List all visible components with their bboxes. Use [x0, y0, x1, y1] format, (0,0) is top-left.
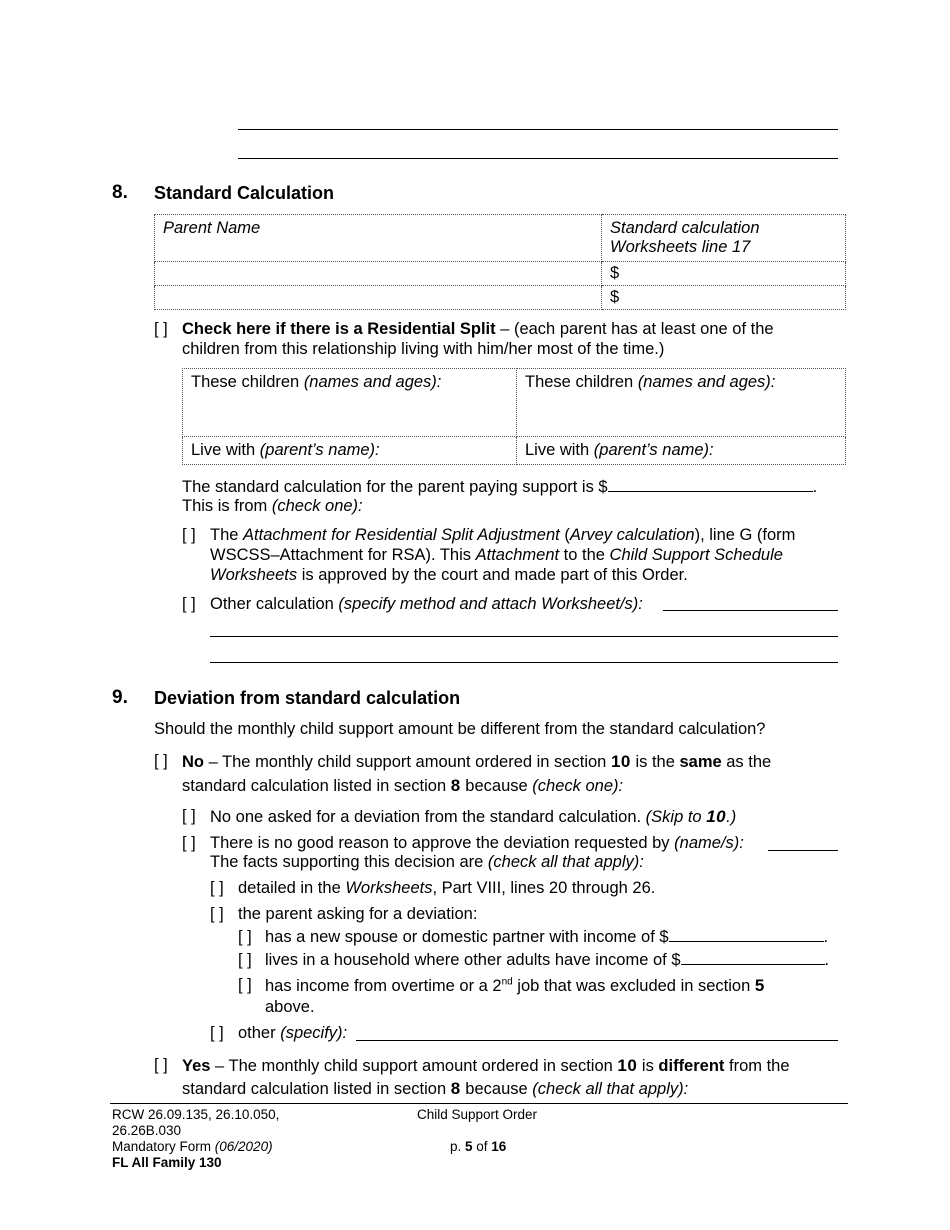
- other-specify-field[interactable]: [356, 1040, 838, 1041]
- deviation-question: Should the monthly child support amount be different from the standard calculation?: [154, 720, 766, 738]
- section-ref: 10: [617, 1056, 638, 1075]
- section-ref: 5: [754, 976, 765, 995]
- household-checkbox[interactable]: [ ]: [238, 951, 252, 969]
- check-one-hint: (check one):: [271, 497, 363, 515]
- new-spouse-checkbox[interactable]: [ ]: [238, 928, 252, 946]
- residential-split-checkbox[interactable]: [ ]: [154, 320, 168, 338]
- other-calculation-label: Other calculation: [210, 595, 339, 613]
- names-hint: (name/s):: [674, 834, 744, 852]
- parent-asking-checkbox[interactable]: [ ]: [210, 905, 224, 923]
- overtime-text-2: above.: [265, 998, 315, 1016]
- parent-name-cell-1[interactable]: [155, 262, 602, 286]
- no-one-asked-checkbox[interactable]: [ ]: [182, 807, 196, 825]
- other-label: other: [238, 1024, 281, 1042]
- no-good-reason-text: There is no good reason to approve the deviation requested by: [210, 834, 675, 852]
- no-good-reason-checkbox[interactable]: [ ]: [182, 834, 196, 852]
- yes-text: standard calculation listed in section: [182, 1080, 451, 1098]
- other-calculation-checkbox[interactable]: [ ]: [182, 595, 196, 613]
- footer-page-total: 16: [491, 1139, 507, 1154]
- no-deviation-checkbox[interactable]: [ ]: [154, 752, 168, 770]
- children-hint: (names and ages):: [303, 373, 442, 391]
- residential-split-desc-1: – (each parent has at least one of the: [495, 320, 774, 338]
- other-calculation-field[interactable]: [663, 610, 838, 611]
- household-text: lives in a household where other adults have income of $: [265, 951, 681, 969]
- livewith-label: Live with: [525, 441, 594, 459]
- std-calc-cell-2[interactable]: [602, 286, 846, 310]
- rsa-arvey: Arvey calculation: [569, 526, 695, 544]
- section-ref: 10: [610, 752, 631, 771]
- yes-text: from the: [724, 1057, 790, 1075]
- footer-page-num: 5: [465, 1139, 473, 1154]
- std-calc-cell-1[interactable]: [602, 262, 846, 286]
- no-text: as the: [721, 753, 772, 771]
- std-calc-header-2: Worksheets line 17: [610, 238, 751, 256]
- no-hint: (check one):: [532, 777, 624, 795]
- yes-hint: (check all that apply):: [532, 1080, 689, 1098]
- footer-page: p.: [450, 1139, 466, 1154]
- parent-name-cell-2[interactable]: [155, 286, 602, 310]
- children-label: These children: [191, 373, 304, 391]
- children-cell-1[interactable]: [183, 369, 517, 437]
- livewith-label: Live with: [191, 441, 260, 459]
- parent-name-header: Parent Name: [163, 219, 261, 237]
- section-8-title: Standard Calculation: [154, 183, 335, 203]
- other-calculation-line-2[interactable]: [210, 636, 838, 637]
- footer-date: (06/2020): [214, 1139, 273, 1154]
- new-spouse-text: has a new spouse or domestic partner with income of $: [265, 928, 669, 946]
- top-blank-line-1[interactable]: [238, 129, 838, 130]
- no-label: No: [182, 753, 204, 771]
- no-text: standard calculation listed in section: [182, 777, 451, 795]
- same-word: same: [679, 753, 722, 771]
- residential-split-table: [182, 368, 846, 465]
- different-word: different: [658, 1057, 725, 1075]
- footer-page: of: [472, 1139, 492, 1154]
- section-8-number: 8.: [112, 182, 128, 203]
- facts-hint: (check all that apply):: [487, 853, 644, 871]
- parent-asking-text: the parent asking for a deviation:: [238, 905, 478, 923]
- no-one-asked-text: No one asked for a deviation from the standard calculation.: [210, 808, 646, 826]
- section-9-title: Deviation from standard calculation: [154, 688, 461, 708]
- overtime-checkbox[interactable]: [ ]: [238, 976, 252, 994]
- check-one-label: This is from: [182, 497, 272, 515]
- section-9-number: 9.: [112, 687, 128, 708]
- rsa-text: The: [210, 526, 244, 544]
- residential-split-label: Check here if there is a Residential Split: [182, 320, 496, 338]
- section-ref: 8: [450, 1079, 461, 1098]
- rsa-text: to the: [559, 546, 610, 564]
- livewith-cell-1[interactable]: [183, 437, 517, 465]
- footer-rcw-2: 26.26B.030: [112, 1123, 182, 1138]
- rsa-attachment-name: Attachment for Residential Split Adjustment: [243, 526, 560, 544]
- no-text: is the: [630, 753, 680, 771]
- yes-label: Yes: [182, 1057, 211, 1075]
- footer-form-id: FL All Family 130: [112, 1155, 222, 1170]
- livewith-hint: (parent’s name):: [593, 441, 714, 459]
- top-blank-line-2[interactable]: [238, 158, 838, 159]
- new-spouse-income-field[interactable]: [669, 941, 824, 942]
- yes-text: – The monthly child support amount ordered in section: [210, 1057, 618, 1075]
- rsa-attachment-word: Attachment: [475, 546, 560, 564]
- facts-text: The facts supporting this decision are: [210, 853, 488, 871]
- children-cell-2[interactable]: [517, 369, 846, 437]
- dollar-sign: $: [610, 288, 620, 306]
- children-hint: (names and ages):: [637, 373, 776, 391]
- dollar-sign: $: [610, 264, 620, 282]
- no-text: – The monthly child support amount ordered in section: [204, 753, 611, 771]
- rsa-text: ), line G (form: [694, 526, 796, 544]
- skip-text: (Skip to: [645, 808, 707, 826]
- overtime-text: job that was excluded in section: [512, 977, 755, 995]
- livewith-hint: (parent’s name):: [259, 441, 380, 459]
- rsa-text: (: [559, 526, 570, 544]
- std-calc-amount-label: The standard calculation for the parent paying support is $: [182, 478, 608, 496]
- detailed-text: , Part VIII, lines 20 through 26.: [432, 879, 656, 897]
- yes-deviation-checkbox[interactable]: [ ]: [154, 1056, 168, 1074]
- std-calc-header-1: Standard calculation: [610, 219, 760, 237]
- footer-title: Child Support Order: [417, 1107, 538, 1122]
- footer-rcw-1: RCW 26.09.135, 26.10.050,: [112, 1107, 280, 1122]
- rsa-text: WSCSS–Attachment for RSA). This: [210, 546, 476, 564]
- overtime-text: has income from overtime or a 2: [265, 977, 502, 995]
- ordinal-suffix: nd: [501, 976, 513, 988]
- skip-section-ref: 10: [706, 807, 727, 826]
- yes-text: because: [460, 1080, 533, 1098]
- rsa-worksheets: Worksheets: [210, 566, 298, 584]
- footer-divider: [110, 1103, 848, 1104]
- other-checkbox[interactable]: [ ]: [210, 1024, 224, 1042]
- livewith-cell-2[interactable]: [517, 437, 846, 465]
- other-calculation-hint: (specify method and attach Worksheet/s):: [338, 595, 643, 613]
- section-ref: 8: [450, 776, 461, 795]
- children-label: These children: [525, 373, 638, 391]
- skip-text: .): [726, 808, 737, 826]
- rsa-schedule-name: Child Support Schedule: [609, 546, 783, 564]
- no-text: because: [460, 777, 533, 795]
- footer-mandatory: Mandatory Form: [112, 1139, 215, 1154]
- other-calculation-line-3[interactable]: [210, 662, 838, 663]
- rsa-checkbox[interactable]: [ ]: [182, 526, 196, 544]
- household-income-field[interactable]: [681, 964, 825, 965]
- residential-split-desc-2: children from this relationship living with him/her most of the time.): [182, 340, 665, 358]
- specify-hint: (specify):: [280, 1024, 348, 1042]
- detailed-text: detailed in the: [238, 879, 346, 897]
- detailed-checkbox[interactable]: [ ]: [210, 879, 224, 897]
- standard-calculation-table: [154, 214, 846, 310]
- worksheets-ref: Worksheets: [345, 879, 433, 897]
- std-calc-amount-field[interactable]: [608, 491, 813, 492]
- names-field[interactable]: [768, 850, 838, 851]
- yes-text: is: [637, 1057, 659, 1075]
- rsa-text: is approved by the court and made part of this Order.: [297, 566, 688, 584]
